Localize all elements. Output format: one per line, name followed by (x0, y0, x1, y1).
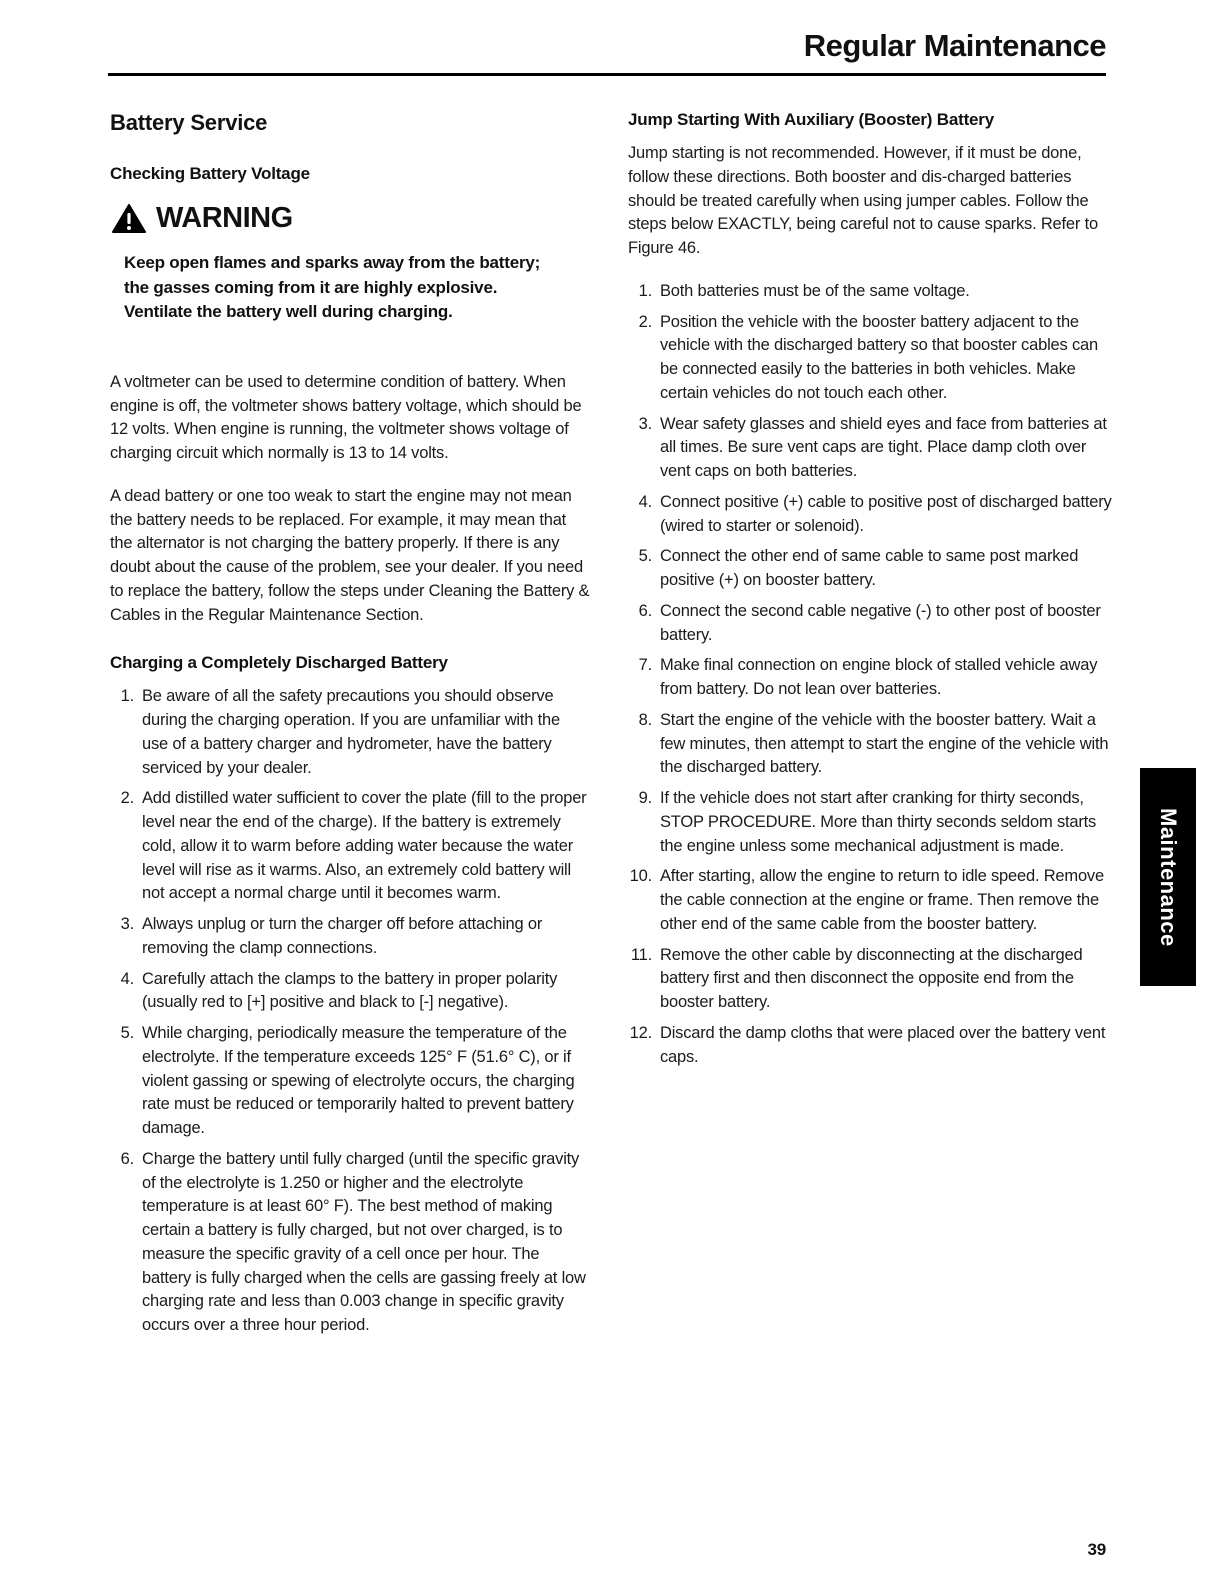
paragraph-voltmeter: A voltmeter can be used to determine condition of battery. When engine is off, the voltmeter shows battery voltage, which should be 12 volts. When engine is running, the voltmeter shows voltage of charging circuit which normally is 13 to 14 volts. (110, 372, 582, 463)
list-item-text: Charge the battery until fully charged (until the specific gravity of the electrolyte is 1.250 or higher and the electrolyte temperature is at least 60° F). The best method of making certain a battery is fully charged, but not over charged, is to measure the specific gravity of a cell once per hour. The battery is fully charged when the cells are gassing freely at low charging rate and less than 0.003 change in specific gravity occurs over a three hour period. (142, 1149, 586, 1335)
list-item-number: 5. (120, 1024, 134, 1043)
list-item-text: While charging, periodically measure the temperature of the electrolyte. If the temperature exceeds 125° F (51.6° C), or if violent gassing or spewing of electrolyte occurs, the charging rate must be reduced or temporarily halted to prevent battery damage. (142, 1024, 575, 1138)
list-item-text: Connect positive (+) cable to positive post of discharged battery (wired to starter or solenoid). (660, 492, 1112, 535)
subheading-checking-battery-voltage: Checking Battery Voltage (110, 164, 310, 183)
warning-title: WARNING (156, 202, 293, 234)
subheading-charging-discharged-battery: Charging a Completely Discharged Battery (110, 653, 448, 673)
right-column (628, 110, 1112, 1345)
list-item (628, 787, 1112, 858)
subheading-jump-starting: Jump Starting With Auxiliary (Booster) Battery (628, 110, 994, 129)
list-item-number: 8. (638, 710, 652, 729)
side-tab-label: Maintenance (1156, 807, 1181, 947)
list-item (628, 280, 1112, 304)
list-item-text: After starting, allow the engine to return to idle speed. Remove the cable connection at the engine or frame. Then remove the other end of the same cable from the booster battery. (660, 867, 1104, 933)
content-columns (0, 76, 1224, 1345)
list-item (628, 865, 1112, 936)
section-title-battery-service: Battery Service (110, 110, 268, 135)
list-item-text: Be aware of all the safety precautions you should observe during the charging operation. If you are unfamiliar with the use of a battery charger and hydrometer, have the battery serviced by your dealer. (142, 687, 560, 777)
list-item (110, 913, 590, 961)
list-item (110, 1022, 590, 1141)
list-item (628, 709, 1112, 780)
warning-triangle-icon (112, 204, 146, 234)
maintenance-side-tab (1140, 768, 1196, 986)
list-item-number: 3. (120, 915, 134, 934)
list-item-number: 10. (629, 867, 652, 886)
list-item (628, 413, 1112, 484)
list-item-number: 9. (638, 789, 652, 807)
list-item-number: 2. (120, 789, 134, 808)
warning-text: Keep open flames and sparks away from the battery; the gasses coming from it are highly explosive. Ventilate the battery well during charging. (124, 253, 541, 322)
list-item-number: 6. (120, 1149, 134, 1168)
list-item (110, 685, 590, 780)
list-item (110, 1148, 590, 1338)
paragraph-jump-starting-intro: Jump starting is not recommended. However, if it must be done, follow these directions. Both booster and dis-charged batteries should be treated carefully when using jumper cables. Follow the steps below EXACTLY, being careful not to cause sparks. Refer to Figure 46. (628, 144, 1098, 257)
list-item-text: Position the vehicle with the booster battery adjacent to the vehicle with the discharged battery so that booster cables can be connected easily to the batteries in both vehicles. Make certain vehicles do not touch each other. (660, 312, 1098, 402)
page-number: 39 (1087, 1540, 1106, 1559)
list-item-text: Add distilled water sufficient to cover the plate (fill to the proper level near the end of the charge). If the battery is extremely cold, allow it to warm before adding water because the water level will rise as it warms. Also, an extremely cold battery will not accept a normal charge until it becomes warm. (142, 789, 587, 903)
jump-starting-steps-list (628, 280, 1112, 1070)
list-item (628, 491, 1112, 539)
list-item-text: Carefully attach the clamps to the battery in proper polarity (usually red to [+] positive and black to [-] negative). (142, 969, 558, 1012)
list-item (628, 600, 1112, 648)
paragraph-dead-battery: A dead battery or one too weak to start the engine may not mean the battery needs to be replaced. For example, it may mean that the alternator is not charging the battery properly. If there is any doubt about the cause of the problem, see your dealer. If you need to replace the battery, follow the steps under Cleaning the Battery & Cables in the Regular Maintenance Section. (110, 486, 590, 624)
list-item (110, 787, 590, 906)
list-item-text: Always unplug or turn the charger off before attaching or removing the clamp connections. (142, 915, 543, 957)
list-item (628, 944, 1112, 1015)
list-item-number: 1. (120, 687, 134, 706)
page-title: Regular Maintenance (803, 28, 1106, 63)
list-item (628, 311, 1112, 406)
list-item-number: 6. (638, 601, 652, 620)
page-header (0, 0, 1224, 64)
list-item-number: 1. (638, 281, 652, 300)
left-column (110, 110, 590, 1345)
list-item-number: 4. (120, 969, 134, 988)
list-item-number: 11. (630, 945, 652, 964)
list-item (628, 545, 1112, 593)
list-item (110, 968, 590, 1016)
warning-header (112, 202, 590, 235)
charging-steps-list (110, 685, 590, 1338)
list-item-number: 4. (638, 492, 652, 511)
list-item-text: Discard the damp cloths that were placed over the battery vent caps. (660, 1023, 1106, 1066)
list-item-number: 3. (638, 414, 652, 433)
list-item-text: Wear safety glasses and shield eyes and face from batteries at all times. Be sure vent caps are tight. Place damp cloth over vent caps on both batteries. (660, 414, 1107, 480)
list-item-text: Make final connection on engine block of stalled vehicle away from battery. Do not lean over batteries. (660, 656, 1098, 698)
list-item-number: 5. (638, 547, 652, 566)
list-item-text: Connect the other end of same cable to same post marked positive (+) on booster battery. (660, 547, 1079, 589)
list-item-number: 2. (638, 312, 652, 331)
list-item-text: Both batteries must be of the same voltage. (660, 281, 970, 300)
list-item-text: Start the engine of the vehicle with the booster battery. Wait a few minutes, then attempt to start the engine of the vehicle with the discharged battery. (660, 710, 1109, 777)
list-item-text: If the vehicle does not start after cranking for thirty seconds, STOP PROCEDURE. More than thirty seconds seldom starts the engine unless some mechanical adjustment is made. (660, 789, 1097, 855)
list-item-number: 12. (629, 1023, 652, 1042)
list-item-text: Remove the other cable by disconnecting at the discharged battery first and then disconnect the opposite end from the booster battery. (660, 945, 1083, 1011)
list-item (628, 654, 1112, 702)
list-item-text: Connect the second cable negative (-) to other post of booster battery. (660, 601, 1101, 644)
list-item-number: 7. (638, 656, 652, 675)
list-item (628, 1022, 1112, 1070)
